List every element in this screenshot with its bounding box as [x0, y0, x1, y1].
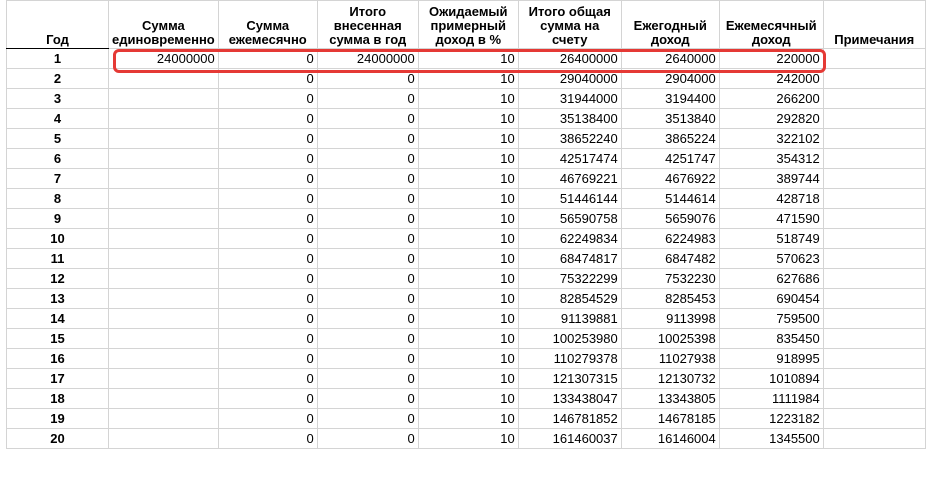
cell-expected-rate[interactable]: 10	[418, 389, 518, 409]
cell-monthly-income[interactable]: 570623	[719, 249, 823, 269]
cell-annual-income[interactable]: 7532230	[621, 269, 719, 289]
cell-lump-sum[interactable]	[109, 109, 219, 129]
cell-total-balance[interactable]: 46769221	[518, 169, 621, 189]
cell-notes[interactable]	[823, 169, 925, 189]
cell-monthly-income[interactable]: 428718	[719, 189, 823, 209]
cell-monthly-sum[interactable]: 0	[218, 349, 317, 369]
cell-total-balance[interactable]: 68474817	[518, 249, 621, 269]
table-row	[7, 109, 926, 129]
header-annual-income[interactable]: Ежегодный доход	[621, 1, 719, 49]
table-row	[7, 69, 926, 89]
table-row	[7, 229, 926, 249]
cell-year[interactable]: 9	[7, 209, 109, 229]
cell-monthly-income[interactable]: 1345500	[719, 429, 823, 449]
cell-total-balance[interactable]: 75322299	[518, 269, 621, 289]
cell-expected-rate[interactable]: 10	[418, 309, 518, 329]
table-row	[7, 249, 926, 269]
table-row	[7, 409, 926, 429]
cell-annual-income[interactable]: 8285453	[621, 289, 719, 309]
header-total-balance[interactable]: Итого общая сумма на счету	[518, 1, 621, 49]
cell-total-contributed[interactable]: 0	[317, 69, 418, 89]
cell-annual-income[interactable]: 9113998	[621, 309, 719, 329]
table-row	[7, 289, 926, 309]
cell-lump-sum[interactable]	[109, 309, 219, 329]
cell-total-balance[interactable]: 35138400	[518, 109, 621, 129]
cell-monthly-income[interactable]: 266200	[719, 89, 823, 109]
cell-monthly-sum[interactable]: 0	[218, 49, 317, 69]
cell-monthly-sum[interactable]: 0	[218, 249, 317, 269]
cell-lump-sum[interactable]	[109, 349, 219, 369]
cell-notes[interactable]	[823, 49, 925, 69]
cell-monthly-sum[interactable]: 0	[218, 429, 317, 449]
cell-total-contributed[interactable]: 0	[317, 129, 418, 149]
cell-total-contributed[interactable]: 0	[317, 209, 418, 229]
cell-total-contributed[interactable]: 0	[317, 249, 418, 269]
cell-annual-income[interactable]: 3194400	[621, 89, 719, 109]
table-row	[7, 49, 926, 69]
cell-monthly-sum[interactable]: 0	[218, 189, 317, 209]
cell-notes[interactable]	[823, 149, 925, 169]
cell-year[interactable]: 14	[7, 309, 109, 329]
cell-year[interactable]: 1	[7, 49, 109, 69]
cell-lump-sum[interactable]	[109, 249, 219, 269]
cell-total-contributed[interactable]: 0	[317, 89, 418, 109]
cell-notes[interactable]	[823, 189, 925, 209]
cell-expected-rate[interactable]: 10	[418, 89, 518, 109]
cell-expected-rate[interactable]: 10	[418, 149, 518, 169]
table-row	[7, 129, 926, 149]
cell-monthly-income[interactable]: 518749	[719, 229, 823, 249]
cell-annual-income[interactable]: 3865224	[621, 129, 719, 149]
cell-lump-sum[interactable]	[109, 89, 219, 109]
cell-year[interactable]: 2	[7, 69, 109, 89]
cell-year[interactable]: 5	[7, 129, 109, 149]
cell-expected-rate[interactable]: 10	[418, 49, 518, 69]
cell-expected-rate[interactable]: 10	[418, 229, 518, 249]
cell-monthly-income[interactable]: 835450	[719, 329, 823, 349]
cell-lump-sum[interactable]	[109, 149, 219, 169]
cell-annual-income[interactable]: 12130732	[621, 369, 719, 389]
cell-expected-rate[interactable]: 10	[418, 129, 518, 149]
cell-notes[interactable]	[823, 89, 925, 109]
cell-monthly-sum[interactable]: 0	[218, 69, 317, 89]
cell-year[interactable]: 7	[7, 169, 109, 189]
cell-annual-income[interactable]: 4251747	[621, 149, 719, 169]
cell-monthly-sum[interactable]: 0	[218, 409, 317, 429]
cell-total-balance[interactable]: 62249834	[518, 229, 621, 249]
cell-expected-rate[interactable]: 10	[418, 369, 518, 389]
cell-lump-sum[interactable]	[109, 169, 219, 189]
cell-total-balance[interactable]: 42517474	[518, 149, 621, 169]
cell-notes[interactable]	[823, 409, 925, 429]
cell-lump-sum[interactable]	[109, 269, 219, 289]
table-row	[7, 329, 926, 349]
cell-year[interactable]: 13	[7, 289, 109, 309]
cell-notes[interactable]	[823, 129, 925, 149]
cell-total-balance[interactable]: 133438047	[518, 389, 621, 409]
cell-monthly-sum[interactable]: 0	[218, 389, 317, 409]
table-row	[7, 369, 926, 389]
header-row-group	[7, 1, 926, 49]
cell-annual-income[interactable]: 6224983	[621, 229, 719, 249]
cell-notes[interactable]	[823, 369, 925, 389]
cell-total-contributed[interactable]: 0	[317, 189, 418, 209]
cell-monthly-income[interactable]: 220000	[719, 49, 823, 69]
cell-lump-sum[interactable]	[109, 289, 219, 309]
cell-monthly-sum[interactable]: 0	[218, 89, 317, 109]
cell-annual-income[interactable]: 3513840	[621, 109, 719, 129]
cell-monthly-sum[interactable]: 0	[218, 209, 317, 229]
cell-notes[interactable]	[823, 429, 925, 449]
table-row	[7, 389, 926, 409]
cell-year[interactable]: 19	[7, 409, 109, 429]
cell-total-contributed[interactable]: 0	[317, 169, 418, 189]
cell-total-balance[interactable]: 56590758	[518, 209, 621, 229]
cell-total-contributed[interactable]: 0	[317, 349, 418, 369]
header-notes[interactable]: Примечания	[823, 1, 925, 49]
cell-year[interactable]: 20	[7, 429, 109, 449]
cell-monthly-sum[interactable]: 0	[218, 169, 317, 189]
cell-year[interactable]: 18	[7, 389, 109, 409]
cell-total-contributed[interactable]: 24000000	[317, 49, 418, 69]
cell-monthly-sum[interactable]: 0	[218, 309, 317, 329]
cell-total-balance[interactable]: 121307315	[518, 369, 621, 389]
cell-expected-rate[interactable]: 10	[418, 189, 518, 209]
cell-total-balance[interactable]: 38652240	[518, 129, 621, 149]
cell-total-balance[interactable]: 26400000	[518, 49, 621, 69]
cell-lump-sum[interactable]	[109, 429, 219, 449]
cell-expected-rate[interactable]: 10	[418, 209, 518, 229]
cell-expected-rate[interactable]: 10	[418, 289, 518, 309]
cell-total-balance[interactable]: 51446144	[518, 189, 621, 209]
cell-annual-income[interactable]: 11027938	[621, 349, 719, 369]
cell-annual-income[interactable]: 2640000	[621, 49, 719, 69]
cell-monthly-income[interactable]: 471590	[719, 209, 823, 229]
cell-lump-sum[interactable]	[109, 69, 219, 89]
cell-annual-income[interactable]: 5659076	[621, 209, 719, 229]
table-row	[7, 149, 926, 169]
cell-total-balance[interactable]: 100253980	[518, 329, 621, 349]
cell-year[interactable]: 6	[7, 149, 109, 169]
cell-total-contributed[interactable]: 0	[317, 329, 418, 349]
cell-annual-income[interactable]: 14678185	[621, 409, 719, 429]
cell-year[interactable]: 17	[7, 369, 109, 389]
header-lump-sum[interactable]: Сумма единовременно	[109, 1, 219, 49]
cell-annual-income[interactable]: 4676922	[621, 169, 719, 189]
cell-monthly-sum[interactable]: 0	[218, 329, 317, 349]
cell-total-balance[interactable]: 31944000	[518, 89, 621, 109]
cell-annual-income[interactable]: 5144614	[621, 189, 719, 209]
cell-monthly-sum[interactable]: 0	[218, 229, 317, 249]
cell-notes[interactable]	[823, 69, 925, 89]
cell-year[interactable]: 4	[7, 109, 109, 129]
cell-expected-rate[interactable]: 10	[418, 349, 518, 369]
cell-monthly-income[interactable]: 322102	[719, 129, 823, 149]
cell-lump-sum[interactable]: 24000000	[109, 49, 219, 69]
cell-total-contributed[interactable]: 0	[317, 229, 418, 249]
cell-expected-rate[interactable]: 10	[418, 109, 518, 129]
cell-monthly-sum[interactable]: 0	[218, 109, 317, 129]
cell-expected-rate[interactable]: 10	[418, 169, 518, 189]
table-row	[7, 169, 926, 189]
cell-expected-rate[interactable]: 10	[418, 69, 518, 89]
cell-notes[interactable]	[823, 249, 925, 269]
cell-lump-sum[interactable]	[109, 129, 219, 149]
cell-year[interactable]: 16	[7, 349, 109, 369]
cell-notes[interactable]	[823, 229, 925, 249]
cell-year[interactable]: 15	[7, 329, 109, 349]
cell-notes[interactable]	[823, 109, 925, 129]
table-row	[7, 269, 926, 289]
cell-monthly-income[interactable]: 1010894	[719, 369, 823, 389]
cell-year[interactable]: 11	[7, 249, 109, 269]
cell-total-balance[interactable]: 110279378	[518, 349, 621, 369]
cell-total-balance[interactable]: 29040000	[518, 69, 621, 89]
cell-expected-rate[interactable]: 10	[418, 249, 518, 269]
cell-total-balance[interactable]: 82854529	[518, 289, 621, 309]
cell-lump-sum[interactable]	[109, 409, 219, 429]
cell-year[interactable]: 8	[7, 189, 109, 209]
table-body	[7, 49, 926, 449]
cell-lump-sum[interactable]	[109, 389, 219, 409]
cell-monthly-income[interactable]: 242000	[719, 69, 823, 89]
cell-annual-income[interactable]: 6847482	[621, 249, 719, 269]
cell-total-contributed[interactable]: 0	[317, 389, 418, 409]
cell-lump-sum[interactable]	[109, 229, 219, 249]
cell-monthly-income[interactable]: 918995	[719, 349, 823, 369]
cell-notes[interactable]	[823, 289, 925, 309]
cell-monthly-sum[interactable]: 0	[218, 269, 317, 289]
cell-annual-income[interactable]: 10025398	[621, 329, 719, 349]
cell-total-contributed[interactable]: 0	[317, 149, 418, 169]
spreadsheet-table	[6, 0, 926, 449]
cell-monthly-sum[interactable]: 0	[218, 289, 317, 309]
cell-expected-rate[interactable]: 10	[418, 329, 518, 349]
header-row	[7, 1, 926, 49]
table-row	[7, 209, 926, 229]
cell-notes[interactable]	[823, 389, 925, 409]
cell-notes[interactable]	[823, 309, 925, 329]
cell-year[interactable]: 3	[7, 89, 109, 109]
cell-annual-income[interactable]: 16146004	[621, 429, 719, 449]
cell-total-contributed[interactable]: 0	[317, 429, 418, 449]
cell-year[interactable]: 12	[7, 269, 109, 289]
cell-expected-rate[interactable]: 10	[418, 269, 518, 289]
table-row	[7, 89, 926, 109]
table-row	[7, 309, 926, 329]
cell-lump-sum[interactable]	[109, 209, 219, 229]
cell-annual-income[interactable]: 2904000	[621, 69, 719, 89]
cell-notes[interactable]	[823, 269, 925, 289]
table-row	[7, 429, 926, 449]
table-row	[7, 189, 926, 209]
cell-total-balance[interactable]: 91139881	[518, 309, 621, 329]
cell-notes[interactable]	[823, 329, 925, 349]
cell-total-balance[interactable]: 161460037	[518, 429, 621, 449]
cell-notes[interactable]	[823, 209, 925, 229]
cell-expected-rate[interactable]: 10	[418, 409, 518, 429]
cell-total-contributed[interactable]: 0	[317, 409, 418, 429]
cell-monthly-income[interactable]: 690454	[719, 289, 823, 309]
cell-monthly-income[interactable]: 389744	[719, 169, 823, 189]
cell-annual-income[interactable]: 13343805	[621, 389, 719, 409]
cell-total-contributed[interactable]: 0	[317, 269, 418, 289]
cell-total-contributed[interactable]: 0	[317, 289, 418, 309]
header-expected-rate[interactable]: Ожидаемый примерный доход в %	[418, 1, 518, 49]
cell-monthly-income[interactable]: 1223182	[719, 409, 823, 429]
cell-monthly-income[interactable]: 627686	[719, 269, 823, 289]
header-total-contributed[interactable]: Итого внесенная сумма в год	[317, 1, 418, 49]
header-year[interactable]: Год	[7, 1, 109, 49]
cell-monthly-income[interactable]: 292820	[719, 109, 823, 129]
cell-lump-sum[interactable]	[109, 329, 219, 349]
table-row	[7, 349, 926, 369]
cell-lump-sum[interactable]	[109, 369, 219, 389]
cell-monthly-sum[interactable]: 0	[218, 129, 317, 149]
cell-monthly-income[interactable]: 759500	[719, 309, 823, 329]
cell-total-contributed[interactable]: 0	[317, 309, 418, 329]
cell-monthly-sum[interactable]: 0	[218, 369, 317, 389]
cell-monthly-sum[interactable]: 0	[218, 149, 317, 169]
cell-monthly-income[interactable]: 1111984	[719, 389, 823, 409]
header-monthly-income[interactable]: Ежемесячный доход	[719, 1, 823, 49]
cell-expected-rate[interactable]: 10	[418, 429, 518, 449]
cell-year[interactable]: 10	[7, 229, 109, 249]
cell-total-balance[interactable]: 146781852	[518, 409, 621, 429]
cell-total-contributed[interactable]: 0	[317, 109, 418, 129]
cell-notes[interactable]	[823, 349, 925, 369]
header-monthly-sum[interactable]: Сумма ежемесячно	[218, 1, 317, 49]
cell-monthly-income[interactable]: 354312	[719, 149, 823, 169]
cell-total-contributed[interactable]: 0	[317, 369, 418, 389]
cell-lump-sum[interactable]	[109, 189, 219, 209]
